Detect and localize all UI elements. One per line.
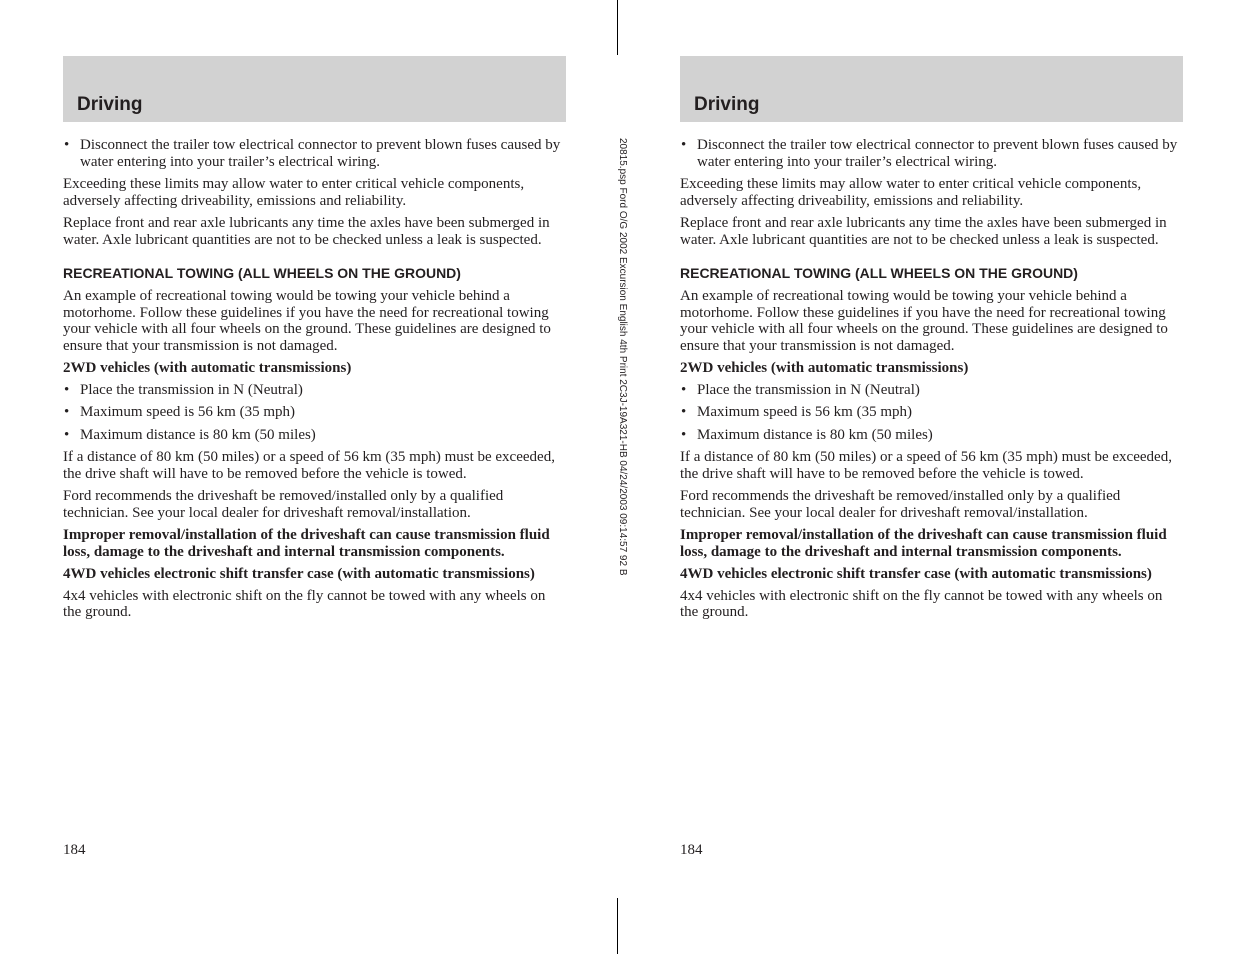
list-item-text: Place the transmission in N (Neutral) bbox=[697, 381, 920, 398]
list-item-text: Maximum distance is 80 km (50 miles) bbox=[697, 426, 933, 443]
list-item-text: Maximum distance is 80 km (50 miles) bbox=[80, 426, 316, 443]
paragraph: Replace front and rear axle lubricants any time the axles have been submerged in water. Axle lubricant quantities are not to be checked unless a leak is suspected. bbox=[680, 215, 1167, 248]
crop-mark-top bbox=[617, 0, 618, 55]
warning-text: Improper removal/installation of the driveshaft can cause transmission fluid loss, damage to the driveshaft and internal transmission components. bbox=[680, 527, 1167, 560]
bullet-icon: • bbox=[681, 137, 687, 153]
list-item bbox=[680, 382, 1183, 399]
section-title: Driving bbox=[77, 94, 143, 115]
list-item-text: Disconnect the trailer tow electrical connector to prevent blown fuses caused by water entering into your trailer’s electrical wiring. bbox=[697, 137, 1178, 170]
section-heading: RECREATIONAL TOWING (ALL WHEELS ON THE GROUND) bbox=[680, 265, 1078, 281]
list-item bbox=[63, 137, 566, 170]
list-item bbox=[63, 382, 566, 399]
subheading: 4WD vehicles electronic shift transfer case (with automatic transmissions) bbox=[63, 566, 535, 582]
paragraph: 4x4 vehicles with electronic shift on the fly cannot be towed with any wheels on the ground. bbox=[680, 587, 1163, 620]
bullet-list-top bbox=[680, 137, 1183, 170]
list-item bbox=[680, 137, 1183, 170]
paragraph: Exceeding these limits may allow water to enter critical vehicle components, adversely affecting driveability, emissions and reliability. bbox=[63, 176, 525, 209]
paragraph: Ford recommends the driveshaft be removed/installed only by a qualified technician. See your local dealer for driveshaft removal/installation. bbox=[63, 488, 504, 521]
page-number: 184 bbox=[680, 842, 703, 858]
bullet-icon: • bbox=[64, 426, 70, 443]
subheading: 2WD vehicles (with automatic transmissions) bbox=[680, 360, 969, 376]
list-item bbox=[63, 427, 566, 444]
section-title: Driving bbox=[694, 94, 760, 115]
paragraph: Ford recommends the driveshaft be removed/installed only by a qualified technician. See your local dealer for driveshaft removal/installation. bbox=[680, 488, 1121, 521]
list-item bbox=[680, 404, 1183, 421]
list-item bbox=[680, 427, 1183, 444]
bullet-icon: • bbox=[64, 381, 70, 398]
subheading: 2WD vehicles (with automatic transmissions) bbox=[63, 360, 352, 376]
paragraph: An example of recreational towing would be towing your vehicle behind a motorhome. Follow these guidelines if you have the need for recreational towing your vehicle with all four wheels on the ground. These guidelines are designed to ensure that your transmission is not damaged. bbox=[63, 288, 551, 354]
paragraph: If a distance of 80 km (50 miles) or a speed of 56 km (35 mph) must be exceeded, the drive shaft will have to be removed before the vehicle is towed. bbox=[63, 449, 555, 482]
section-heading: RECREATIONAL TOWING (ALL WHEELS ON THE GROUND) bbox=[63, 265, 461, 281]
bullet-icon: • bbox=[64, 137, 70, 153]
list-item-text: Place the transmission in N (Neutral) bbox=[80, 381, 303, 398]
subheading: 4WD vehicles electronic shift transfer case (with automatic transmissions) bbox=[680, 566, 1152, 582]
bullet-list-top bbox=[63, 137, 566, 170]
warning-text: Improper removal/installation of the driveshaft can cause transmission fluid loss, damage to the driveshaft and internal transmission components. bbox=[63, 527, 550, 560]
paragraph: 4x4 vehicles with electronic shift on the fly cannot be towed with any wheels on the ground. bbox=[63, 587, 546, 620]
bullet-list bbox=[63, 382, 566, 444]
page-number: 184 bbox=[63, 842, 86, 858]
list-item-text: Maximum speed is 56 km (35 mph) bbox=[80, 404, 295, 420]
page-content bbox=[680, 137, 1183, 627]
page-content bbox=[63, 137, 566, 627]
crop-mark-bottom bbox=[617, 898, 618, 954]
bullet-list bbox=[680, 382, 1183, 444]
bullet-icon: • bbox=[64, 404, 70, 420]
bullet-icon: • bbox=[681, 381, 687, 398]
print-slug: 20815.psp Ford O/G 2002 Excursion English 4th Print 2C3J-19A321-HB 04/24/2003 09:14:57 92 B bbox=[617, 138, 628, 576]
list-item-text: Disconnect the trailer tow electrical connector to prevent blown fuses caused by water entering into your trailer’s electrical wiring. bbox=[80, 137, 561, 170]
paragraph: If a distance of 80 km (50 miles) or a speed of 56 km (35 mph) must be exceeded, the drive shaft will have to be removed before the vehicle is towed. bbox=[680, 449, 1172, 482]
list-item bbox=[63, 404, 566, 421]
bullet-icon: • bbox=[681, 426, 687, 443]
list-item-text: Maximum speed is 56 km (35 mph) bbox=[697, 404, 912, 420]
paragraph: Exceeding these limits may allow water to enter critical vehicle components, adversely affecting driveability, emissions and reliability. bbox=[680, 176, 1142, 209]
paragraph: An example of recreational towing would be towing your vehicle behind a motorhome. Follow these guidelines if you have the need for recreational towing your vehicle with all four wheels on the ground. These guidelines are designed to ensure that your transmission is not damaged. bbox=[680, 288, 1168, 354]
paragraph: Replace front and rear axle lubricants any time the axles have been submerged in water. Axle lubricant quantities are not to be checked unless a leak is suspected. bbox=[63, 215, 550, 248]
bullet-icon: • bbox=[681, 404, 687, 420]
